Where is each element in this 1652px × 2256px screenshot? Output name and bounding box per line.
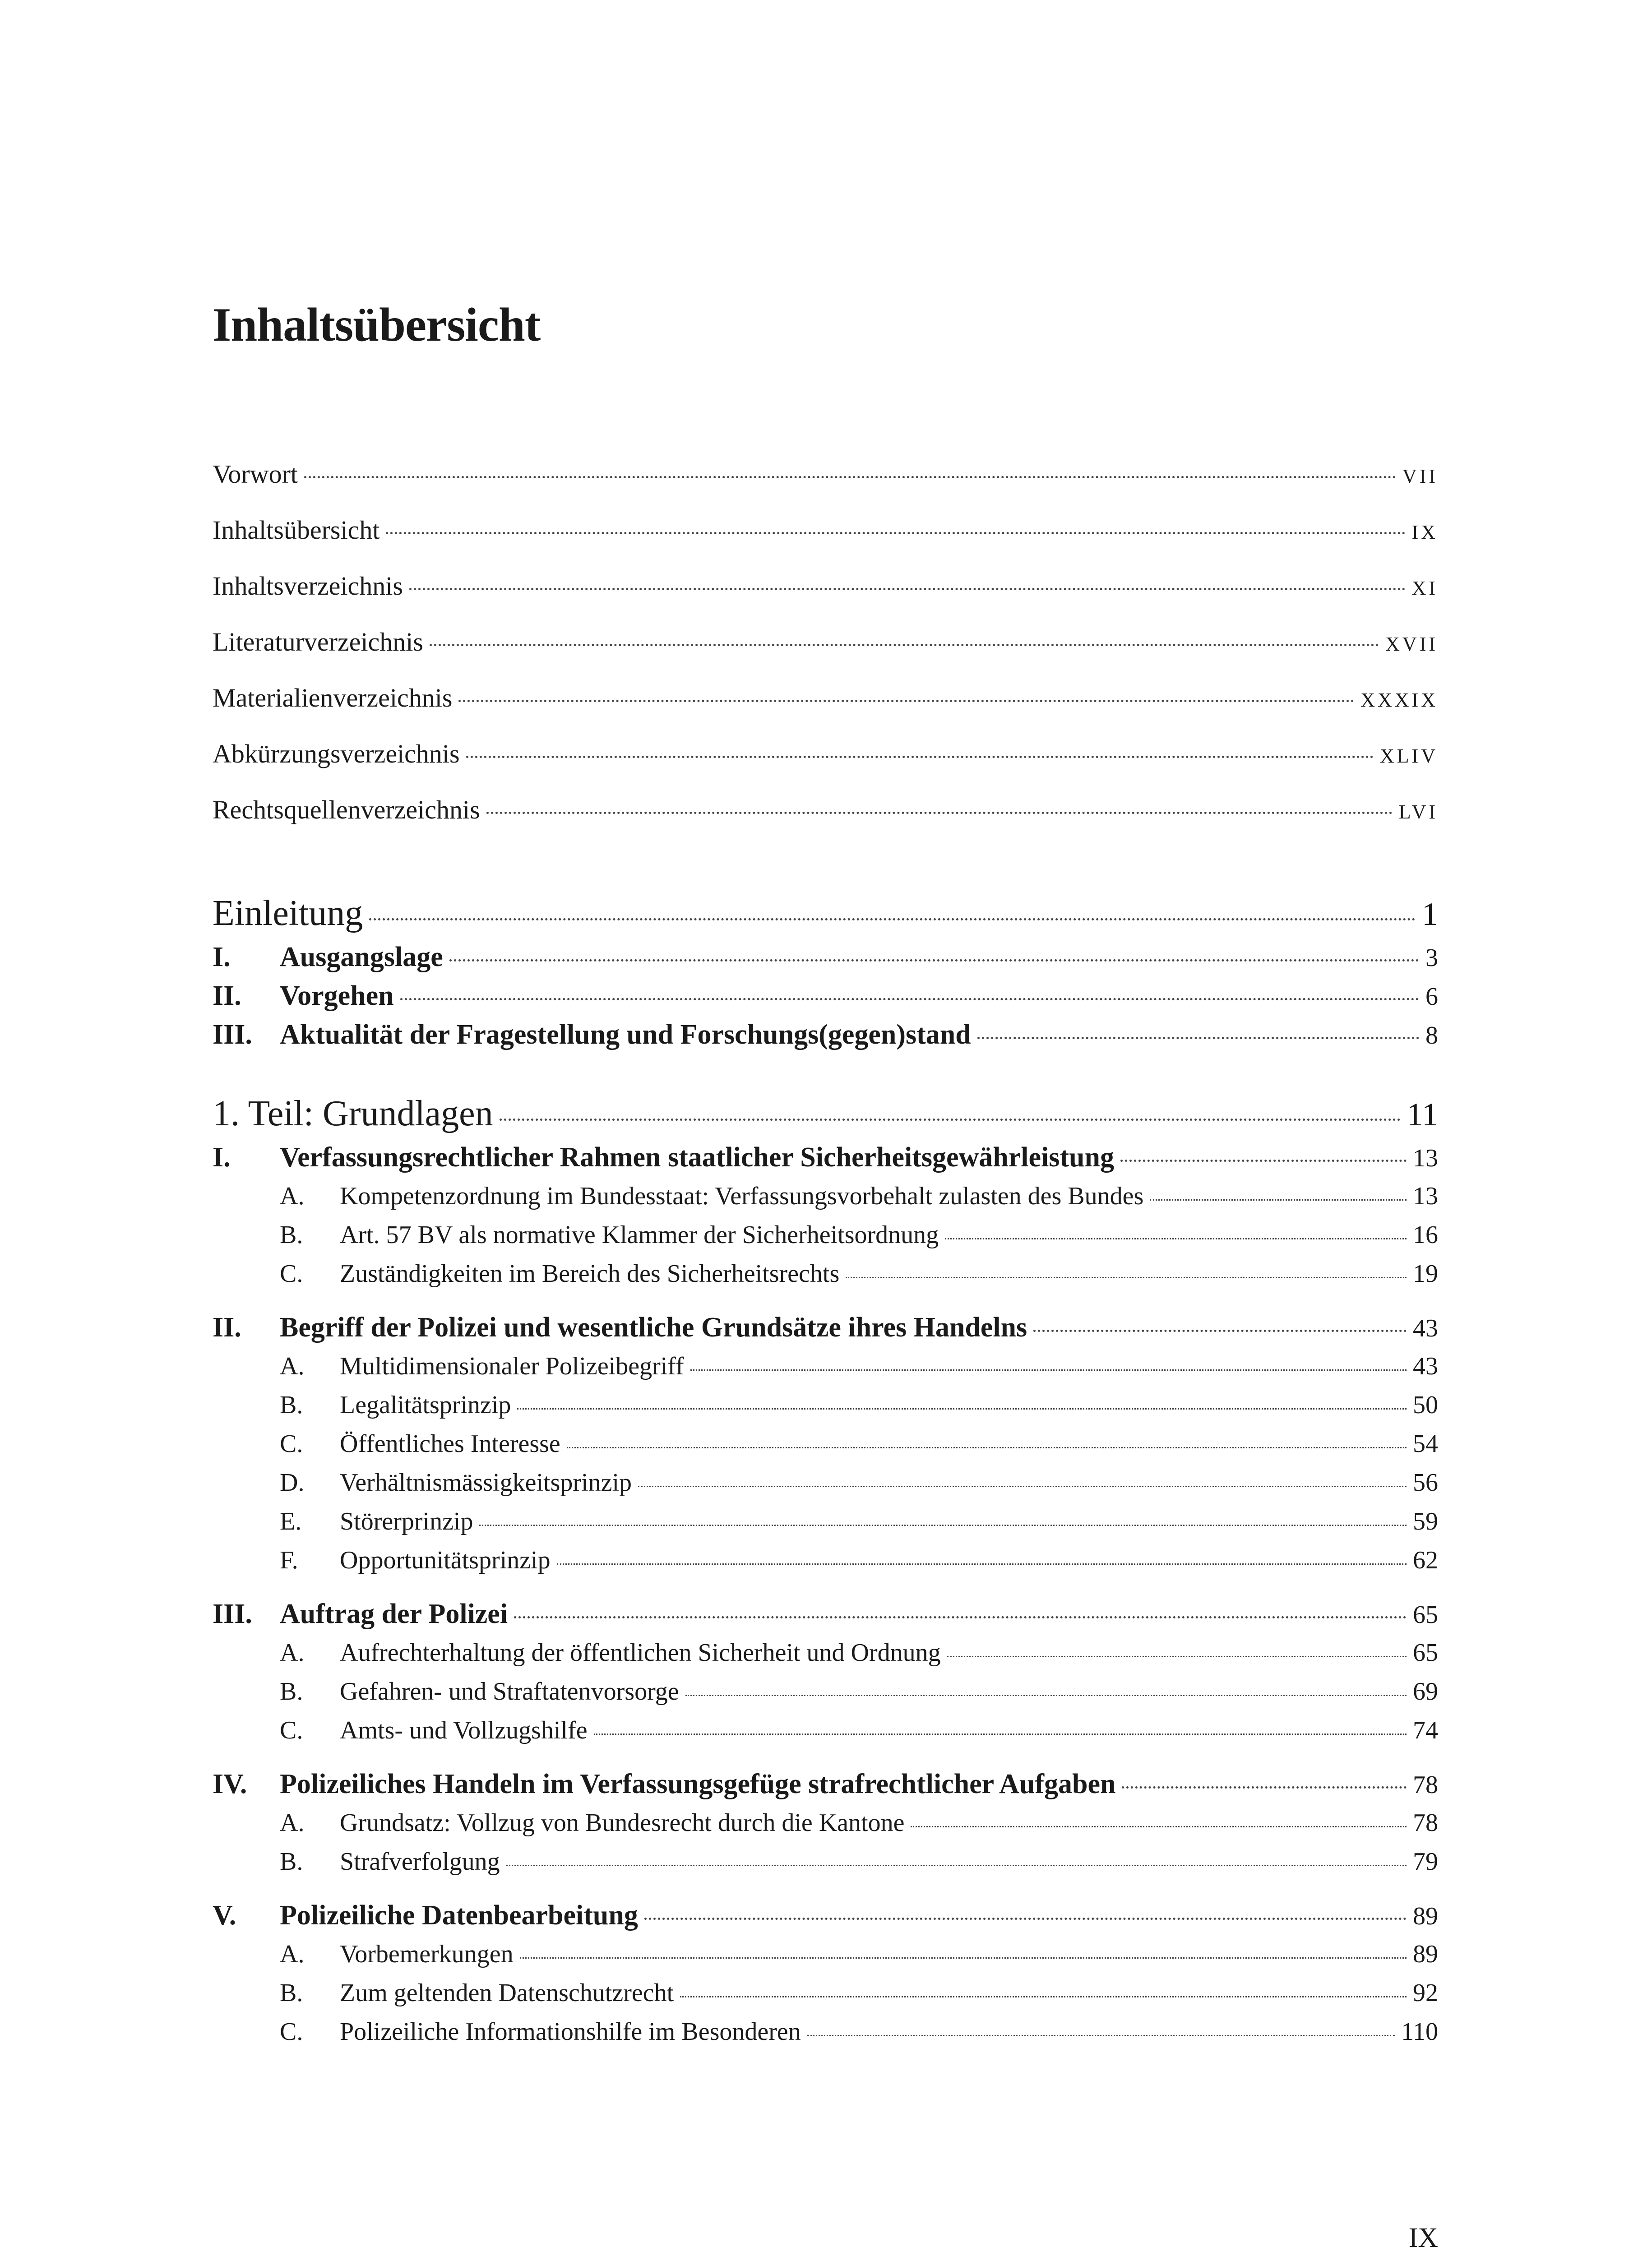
subsection-label: Amts- und Vollzugshilfe xyxy=(340,1716,588,1744)
section-number: I. xyxy=(213,942,231,972)
toc-entry-front[interactable] xyxy=(213,782,1438,838)
subsection-letter: B. xyxy=(280,1979,303,2007)
dot-leader xyxy=(638,1486,1407,1487)
subsection-label: Polizeiliche Informationshilfe im Besonderen xyxy=(340,2018,801,2046)
dot-leader xyxy=(486,812,1393,814)
dot-leader xyxy=(644,1918,1407,1920)
subsection-label: Öffentliches Interesse xyxy=(340,1430,560,1458)
entry-label: Inhaltsübersicht xyxy=(213,515,380,545)
dot-leader xyxy=(945,1238,1407,1239)
entry-page: VII xyxy=(1402,465,1438,487)
subsection-label: Legalitätsprinzip xyxy=(340,1391,511,1419)
subsection-letter: A. xyxy=(280,1940,305,1968)
subsection-letter: C. xyxy=(280,2018,303,2046)
dot-leader xyxy=(685,1695,1407,1696)
toc-part-heading[interactable] xyxy=(213,889,1438,938)
toc-subsection[interactable] xyxy=(213,1386,1438,1424)
section-page: 8 xyxy=(1425,1022,1438,1049)
toc-section-group xyxy=(213,1765,1438,1881)
part-page: 1 xyxy=(1422,896,1438,932)
dot-leader xyxy=(506,1865,1407,1866)
dot-leader xyxy=(449,959,1419,962)
toc-subsection[interactable] xyxy=(213,1842,1438,1881)
subsection-page: 110 xyxy=(1401,2018,1438,2046)
subsection-letter: A. xyxy=(280,1182,305,1210)
toc-subsection[interactable] xyxy=(213,1347,1438,1386)
dot-leader xyxy=(846,1277,1407,1278)
toc-section-group xyxy=(213,938,1438,976)
section-number: II. xyxy=(213,1312,241,1343)
subsection-page: 19 xyxy=(1413,1260,1438,1288)
toc-entry-front[interactable] xyxy=(213,446,1438,502)
entry-page: XI xyxy=(1411,577,1438,599)
section-page: 3 xyxy=(1425,944,1438,972)
toc-section[interactable] xyxy=(213,1896,1438,1935)
subsection-label: Zum geltenden Datenschutzrecht xyxy=(340,1979,674,2007)
toc-subsection[interactable] xyxy=(213,1463,1438,1502)
toc-subsection[interactable] xyxy=(213,1254,1438,1293)
toc-section-group xyxy=(213,1595,1438,1750)
section-label: Auftrag der Polizei xyxy=(280,1599,508,1629)
dot-leader xyxy=(466,756,1374,758)
toc-subsection[interactable] xyxy=(213,1177,1438,1216)
subsection-page: 54 xyxy=(1413,1430,1438,1458)
toc-subsection[interactable] xyxy=(213,1216,1438,1254)
entry-label: Rechtsquellenverzeichnis xyxy=(213,795,480,824)
entry-page: IX xyxy=(1411,521,1438,543)
subsection-page: 78 xyxy=(1413,1809,1438,1837)
section-label: Ausgangslage xyxy=(280,942,443,972)
toc-entry-front[interactable] xyxy=(213,670,1438,726)
page-title: Inhaltsübersicht xyxy=(213,298,541,351)
dot-leader xyxy=(567,1447,1407,1448)
toc-section[interactable] xyxy=(213,1765,1438,1803)
section-label: Aktualität der Fragestellung und Forschungs(gegen)stand xyxy=(280,1019,971,1050)
toc-section-group xyxy=(213,1896,1438,2051)
toc-subsection[interactable] xyxy=(213,1502,1438,1541)
section-page: 65 xyxy=(1413,1601,1438,1629)
section-page: 89 xyxy=(1413,1902,1438,1930)
subsection-label: Opportunitätsprinzip xyxy=(340,1546,551,1574)
subsection-label: Gefahren- und Straftatenvorsorge xyxy=(340,1678,679,1706)
dot-leader xyxy=(500,1119,1401,1121)
toc-main xyxy=(213,889,1438,2051)
subsection-letter: A. xyxy=(280,1352,305,1380)
section-number: IV. xyxy=(213,1769,247,1799)
toc-entry-front[interactable] xyxy=(213,614,1438,670)
toc-section[interactable] xyxy=(213,1015,1438,1054)
toc-section-group xyxy=(213,1308,1438,1580)
dot-leader xyxy=(458,700,1354,702)
section-label: Begriff der Polizei und wesentliche Grundsätze ihres Handelns xyxy=(280,1312,1027,1343)
toc-subsection[interactable] xyxy=(213,2012,1438,2051)
entry-label: Abkürzungsverzeichnis xyxy=(213,739,460,768)
subsection-label: Strafverfolgung xyxy=(340,1848,500,1876)
dot-leader xyxy=(1122,1786,1407,1789)
section-number: III. xyxy=(213,1599,252,1629)
entry-page: XLIV xyxy=(1379,745,1438,767)
dot-leader xyxy=(1033,1330,1407,1332)
front-matter-list xyxy=(213,446,1438,838)
dot-leader xyxy=(594,1734,1407,1735)
dot-leader xyxy=(690,1369,1407,1371)
subsection-label: Grundsatz: Vollzug von Bundesrecht durch die Kantone xyxy=(340,1809,905,1837)
subsection-page: 56 xyxy=(1413,1469,1438,1497)
subsection-label: Verhältnismässigkeitsprinzip xyxy=(340,1469,632,1497)
toc-subsection[interactable] xyxy=(213,1803,1438,1842)
subsection-letter: F. xyxy=(280,1546,298,1574)
subsection-label: Vorbemerkungen xyxy=(340,1940,514,1968)
toc-section[interactable] xyxy=(213,1138,1438,1177)
page-number: IX xyxy=(1408,2223,1438,2253)
subsection-page: 65 xyxy=(1413,1639,1438,1667)
dot-leader xyxy=(479,1525,1407,1526)
section-number: V. xyxy=(213,1900,236,1931)
subsection-letter: A. xyxy=(280,1809,305,1837)
subsection-label: Störerprinzip xyxy=(340,1507,473,1535)
section-label: Vorgehen xyxy=(280,980,394,1011)
subsection-letter: B. xyxy=(280,1391,303,1419)
toc-section[interactable] xyxy=(213,1308,1438,1347)
toc-subsection[interactable] xyxy=(213,1424,1438,1463)
dot-leader xyxy=(520,1957,1407,1959)
entry-page: XVII xyxy=(1385,633,1438,655)
subsection-page: 16 xyxy=(1413,1221,1438,1249)
dot-leader xyxy=(517,1408,1407,1410)
dot-leader xyxy=(430,644,1379,646)
subsection-letter: B. xyxy=(280,1848,303,1876)
section-number: II. xyxy=(213,980,241,1011)
toc-section[interactable] xyxy=(213,976,1438,1015)
subsection-letter: B. xyxy=(280,1221,303,1249)
section-number: I. xyxy=(213,1142,231,1173)
section-page: 43 xyxy=(1413,1314,1438,1342)
subsection-page: 59 xyxy=(1413,1507,1438,1535)
dot-leader xyxy=(977,1037,1419,1039)
subsection-label: Zuständigkeiten im Bereich des Sicherheitsrechts xyxy=(340,1260,840,1288)
section-page: 6 xyxy=(1425,983,1438,1011)
section-label: Polizeiliche Datenbearbeitung xyxy=(280,1900,638,1931)
dot-leader xyxy=(557,1563,1407,1565)
dot-leader xyxy=(369,918,1416,920)
subsection-letter: E. xyxy=(280,1507,302,1535)
dot-leader xyxy=(386,532,1405,534)
subsection-letter: D. xyxy=(280,1469,305,1497)
part-page: 11 xyxy=(1407,1096,1438,1133)
subsection-label: Aufrechterhaltung der öffentlichen Sicherheit und Ordnung xyxy=(340,1639,941,1667)
subsection-label: Kompetenzordnung im Bundesstaat: Verfassungsvorbehalt zulasten des Bundes xyxy=(340,1182,1144,1210)
subsection-label: Art. 57 BV als normative Klammer der Sicherheitsordnung xyxy=(340,1221,939,1249)
toc-part-heading[interactable] xyxy=(213,1089,1438,1138)
toc-subsection[interactable] xyxy=(213,1974,1438,2012)
entry-label: Literaturverzeichnis xyxy=(213,627,423,656)
toc-subsection[interactable] xyxy=(213,1672,1438,1711)
toc-subsection[interactable] xyxy=(213,1711,1438,1750)
subsection-page: 74 xyxy=(1413,1716,1438,1744)
subsection-page: 69 xyxy=(1413,1678,1438,1706)
subsection-label: Multidimensionaler Polizeibegriff xyxy=(340,1352,684,1380)
subsection-page: 92 xyxy=(1413,1979,1438,2007)
entry-page: LVI xyxy=(1398,801,1438,823)
subsection-page: 79 xyxy=(1413,1848,1438,1876)
toc-subsection[interactable] xyxy=(213,1935,1438,1974)
dot-leader xyxy=(304,476,1396,478)
toc-section[interactable] xyxy=(213,1595,1438,1633)
subsection-letter: A. xyxy=(280,1639,305,1667)
toc-entry-front[interactable] xyxy=(213,726,1438,782)
subsection-page: 89 xyxy=(1413,1940,1438,1968)
section-label: Verfassungsrechtlicher Rahmen staatlicher Sicherheitsgewährleistung xyxy=(280,1142,1114,1173)
section-label: Polizeiliches Handeln im Verfassungsgefüge strafrechtlicher Aufgaben xyxy=(280,1769,1116,1799)
toc-section[interactable] xyxy=(213,938,1438,976)
section-page: 78 xyxy=(1413,1771,1438,1799)
dot-leader xyxy=(400,998,1419,1000)
dot-leader xyxy=(680,1996,1407,1997)
entry-label: Materialienverzeichnis xyxy=(213,683,453,712)
dot-leader xyxy=(1150,1199,1407,1201)
section-number: III. xyxy=(213,1019,252,1050)
dot-leader xyxy=(911,1826,1407,1827)
section-page: 13 xyxy=(1413,1144,1438,1172)
subsection-page: 43 xyxy=(1413,1352,1438,1380)
subsection-page: 50 xyxy=(1413,1391,1438,1419)
subsection-page: 62 xyxy=(1413,1546,1438,1574)
dot-leader xyxy=(1120,1160,1407,1162)
toc-subsection[interactable] xyxy=(213,1633,1438,1672)
entry-label: Inhaltsverzeichnis xyxy=(213,571,403,601)
entry-page: XXXIX xyxy=(1360,689,1438,711)
subsection-letter: C. xyxy=(280,1430,303,1458)
dot-leader xyxy=(409,588,1406,590)
toc-section-group xyxy=(213,1138,1438,1293)
part-label: Einleitung xyxy=(213,893,363,933)
part-label: 1. Teil: Grundlagen xyxy=(213,1094,493,1133)
toc-section-group xyxy=(213,1015,1438,1054)
toc-entry-front[interactable] xyxy=(213,502,1438,558)
subsection-page: 13 xyxy=(1413,1182,1438,1210)
dot-leader xyxy=(947,1656,1407,1657)
subsection-letter: C. xyxy=(280,1716,303,1744)
entry-label: Vorwort xyxy=(213,459,298,489)
toc-entry-front[interactable] xyxy=(213,558,1438,614)
dot-leader xyxy=(807,2035,1395,2036)
toc-subsection[interactable] xyxy=(213,1541,1438,1580)
toc-section-group xyxy=(213,976,1438,1015)
subsection-letter: C. xyxy=(280,1260,303,1288)
subsection-letter: B. xyxy=(280,1678,303,1706)
dot-leader xyxy=(514,1616,1407,1618)
